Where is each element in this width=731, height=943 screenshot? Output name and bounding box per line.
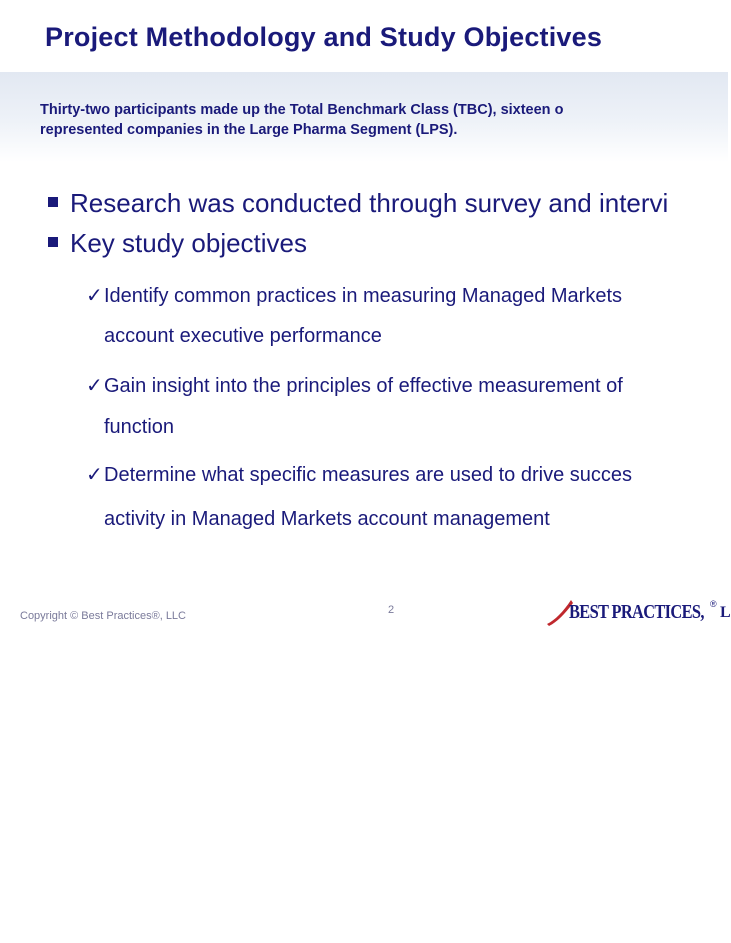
banner-line-2: represented companies in the Large Pharma Segment (LPS). [40,122,458,138]
objective-item-1-cont: account executive performance [104,325,382,347]
bullet-text: Key study objectives [70,228,308,258]
objective-item-3-cont: activity in Managed Markets account management [104,508,550,530]
objective-item-2-cont: function [104,416,175,438]
bullet-objectives [48,228,307,259]
slide-title: Project Methodology and Study Objectives [45,22,603,52]
banner-line-1: Thirty-two participants made up the Total Benchmark Class (TBC), sixteen o [40,102,564,118]
objective-item-3 [86,462,632,487]
bullet-text: Research was conducted through survey and intervi [70,188,669,218]
logo-trail-text: L [720,604,731,621]
checkmark-icon: ✓ [86,464,103,486]
square-bullet-icon [48,237,58,247]
objective-text: Determine what specific measures are used to drive succes [104,464,633,486]
checkmark-icon: ✓ [86,285,103,307]
summary-banner [0,72,728,162]
checkmark-icon: ✓ [86,375,103,397]
copyright-text: Copyright © Best Practices®, LLC [20,610,186,622]
best-practices-logo [545,598,731,628]
registered-mark: ® [710,599,717,609]
page-number: 2 [388,604,395,616]
objective-item-1 [86,283,622,308]
logo-text: BEST PRACTICES, [569,601,704,623]
objective-item-2 [86,373,623,398]
square-bullet-icon [48,197,58,207]
objective-text: Gain insight into the principles of effective measurement of [104,375,623,397]
objective-text: Identify common practices in measuring Managed Markets [104,285,623,307]
bullet-research [48,188,668,219]
